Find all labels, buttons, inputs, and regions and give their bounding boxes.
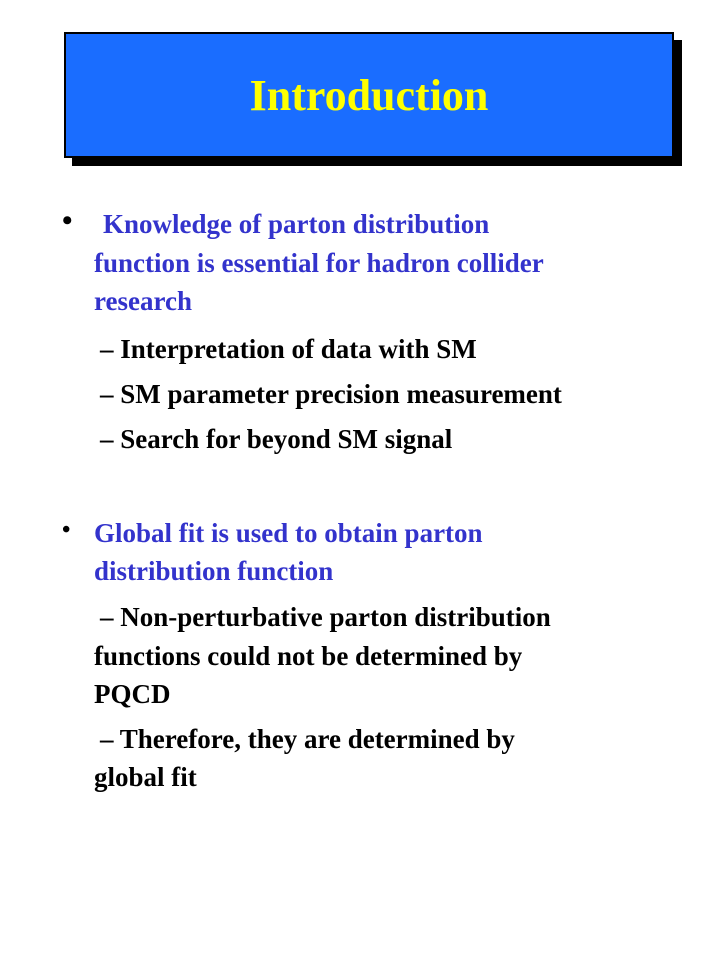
sub-item-interpretation: – Interpretation of data with SM [100, 334, 477, 364]
sub-item-precision: – SM parameter precision measurement [100, 379, 562, 409]
bullet-2-line-1: Global fit is used to obtain parton [94, 518, 483, 548]
sub-item-therefore-line-2: global fit [94, 762, 197, 792]
bullet-1-line-3: research [94, 286, 192, 316]
sub-item-beyond-sm: – Search for beyond SM signal [100, 424, 453, 454]
bullet-1-marker: • [62, 204, 73, 237]
sub-item-nonperturbative-line-1: – Non-perturbative parton distribution [100, 602, 551, 632]
bullet-2-line-2: distribution function [94, 556, 334, 586]
bullet-1-line-1: Knowledge of parton distribution [103, 209, 490, 239]
slide-title: Introduction [249, 71, 489, 120]
bullet-1-line-2: function is essential for hadron collider [94, 248, 544, 278]
sub-item-nonperturbative-line-2: functions could not be determined by [94, 641, 523, 671]
title-banner [64, 32, 674, 158]
sub-item-nonperturbative-line-3: PQCD [94, 679, 171, 709]
bullet-2-marker: • [62, 517, 71, 543]
sub-item-therefore-line-1: – Therefore, they are determined by [100, 724, 515, 754]
